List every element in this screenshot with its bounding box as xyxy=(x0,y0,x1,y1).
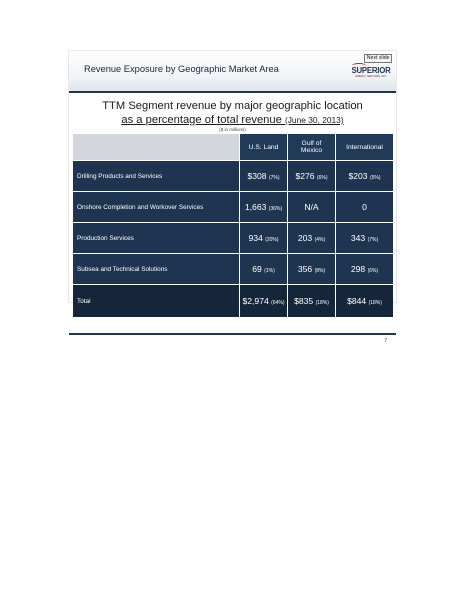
cell-percent: (20%) xyxy=(265,237,279,243)
header-title: Revenue Exposure by Geographic Market Area xyxy=(84,64,279,74)
table-cell xyxy=(240,254,288,285)
cell-value: 0 xyxy=(362,202,367,212)
title-date: (June 30, 2013) xyxy=(284,115,344,125)
cell-value: 203 xyxy=(297,233,313,243)
cell-percent: (7%) xyxy=(268,175,280,181)
table-cell xyxy=(288,285,336,317)
row-label: Subsea and Technical Solutions xyxy=(73,254,240,285)
table-header-row xyxy=(73,134,393,161)
cell-value: $835 xyxy=(294,296,314,306)
cell-value: $203 xyxy=(348,171,368,181)
table-row xyxy=(73,223,393,254)
column-header: International xyxy=(336,134,393,161)
column-header xyxy=(288,134,336,161)
cell-percent: (18%) xyxy=(315,300,329,306)
slide-title-line1: TTM Segment revenue by major geographic location xyxy=(102,100,363,112)
cell-value: $844 xyxy=(347,296,367,306)
column-header: U.S. Land xyxy=(240,134,288,161)
cell-value: 1,663 xyxy=(244,202,267,212)
table-row xyxy=(73,161,393,192)
slide xyxy=(69,51,396,344)
table-cell xyxy=(288,254,336,285)
cell-percent: (7%) xyxy=(367,237,379,243)
cell-value: 298 xyxy=(350,264,366,274)
revenue-table xyxy=(73,134,393,317)
table-cell xyxy=(288,192,336,223)
table-cell xyxy=(288,223,336,254)
cell-percent: (6%) xyxy=(367,268,379,274)
units-note: ($ in millions) xyxy=(219,127,246,132)
logo-wordmark: SUPERIOR xyxy=(351,66,391,75)
logo-swoosh-icon xyxy=(352,63,366,68)
cell-percent: (4%) xyxy=(314,237,326,243)
table-row xyxy=(73,254,393,285)
header-blank-cell xyxy=(73,134,240,161)
cell-percent: (5%) xyxy=(369,175,381,181)
next-slide-button[interactable]: Next slide xyxy=(364,54,392,63)
column-header-gulf: Gulf of Mexico xyxy=(300,140,323,154)
logo-subtext: ENERGY SERVICES, INC. xyxy=(355,75,387,78)
table-cell xyxy=(288,161,336,192)
table-cell xyxy=(336,285,393,317)
table-total-row xyxy=(73,285,393,317)
cell-value: 343 xyxy=(350,233,366,243)
cell-value: 356 xyxy=(297,264,313,274)
footer-divider xyxy=(69,333,396,335)
table-cell xyxy=(336,254,393,285)
row-label: Total xyxy=(73,285,240,317)
cell-value: $308 xyxy=(247,171,267,181)
table-cell xyxy=(336,192,393,223)
cell-percent: (6%) xyxy=(316,175,328,181)
slide-header xyxy=(69,51,396,92)
row-label: Drilling Products and Services xyxy=(73,161,240,192)
header-divider xyxy=(69,91,396,93)
table-cell xyxy=(240,285,288,317)
slide-title-line2 xyxy=(69,114,396,126)
title-text: as a percentage of total revenue xyxy=(121,114,282,126)
company-logo xyxy=(349,67,393,78)
cell-percent: (1%) xyxy=(264,268,275,274)
table-row xyxy=(73,192,393,223)
table-cell xyxy=(240,192,288,223)
cell-value: $276 xyxy=(295,171,315,181)
table-cell xyxy=(336,223,393,254)
row-label: Onshore Completion and Workover Services xyxy=(73,192,240,223)
cell-percent: (36%) xyxy=(268,206,283,212)
table-cell xyxy=(240,223,288,254)
row-label: Production Services xyxy=(73,223,240,254)
cell-value: 934 xyxy=(248,233,263,243)
cell-percent: (8%) xyxy=(314,268,326,274)
page-number: 7 xyxy=(384,338,387,344)
table-cell xyxy=(336,161,393,192)
table-cell xyxy=(240,161,288,192)
cell-value: N/A xyxy=(304,202,319,212)
cell-percent: (64%) xyxy=(271,300,285,306)
cell-value: $2,974 xyxy=(242,296,269,306)
cell-value: 69 xyxy=(252,264,262,274)
cell-percent: (18%) xyxy=(368,300,382,306)
